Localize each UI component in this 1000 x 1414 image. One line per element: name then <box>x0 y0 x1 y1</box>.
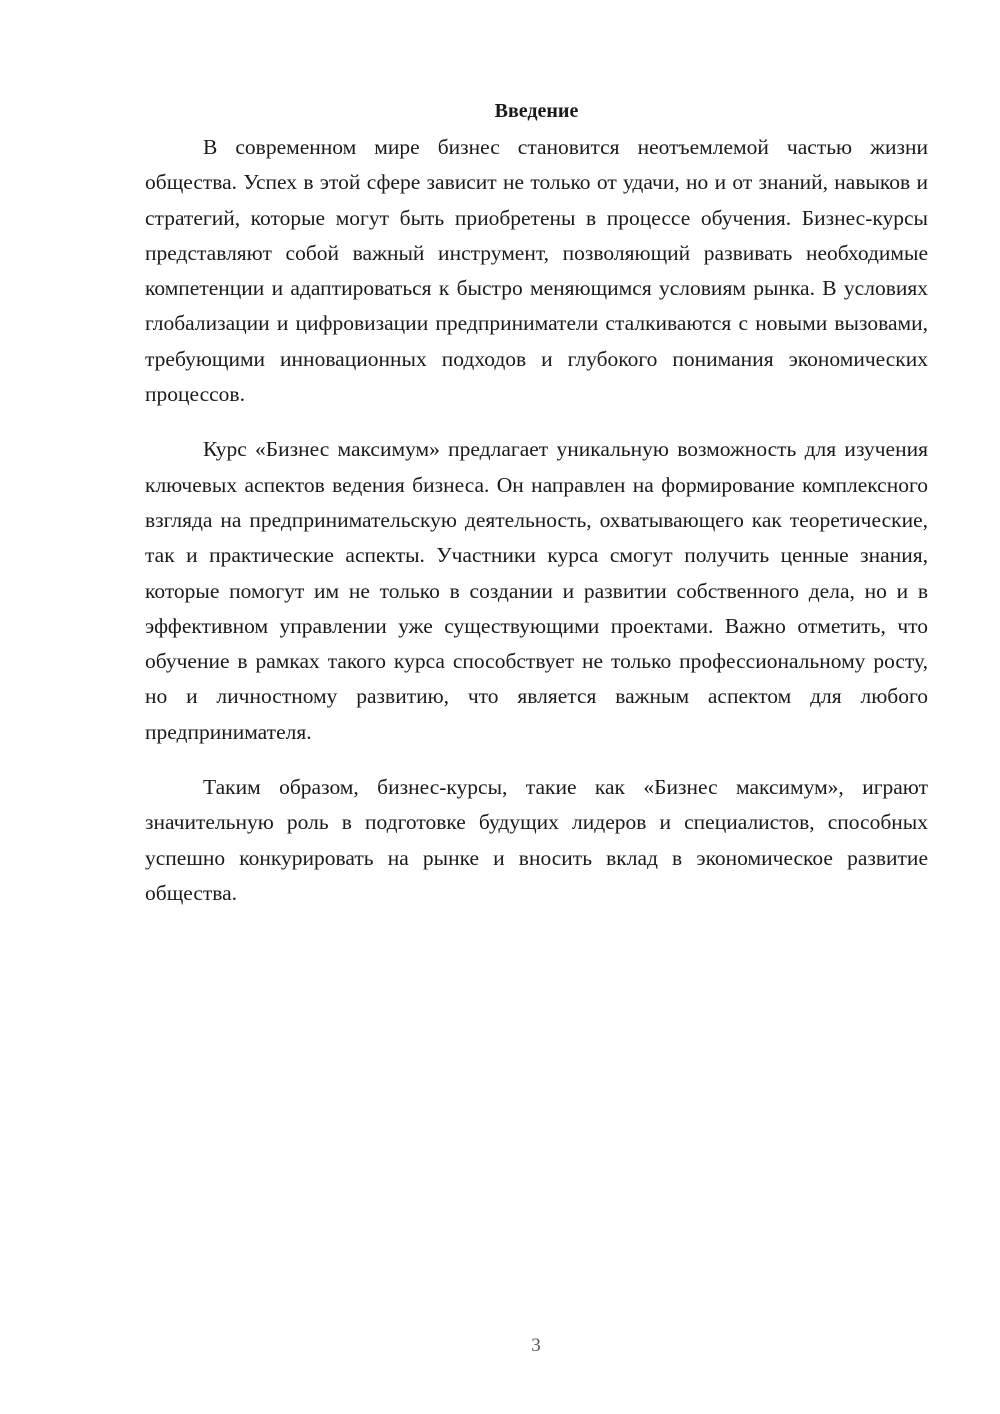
paragraph-1: В современном мире бизнес становится неотъемлемой частью жизни общества. Успех в этой сфере зависит не только от удачи, но и от знаний, навыков и стратегий, которые могут быть приобретены в процессе обучения. Бизнес-курсы представляют собой важный инструмент, позволяющий развивать необходимые компетенции и адаптироваться к быстро меняющимся условиям рынка. В условиях глобализации и цифровизации предприниматели сталкиваются с новыми вызовами, требующими инновационных подходов и глубокого понимания экономических процессов. <box>145 135 928 407</box>
paragraph-3: Таким образом, бизнес-курсы, такие как «Бизнес максимум», играют значительную роль в подготовке будущих лидеров и специалистов, способных успешно конкурировать на рынке и вносить вклад в экономическое развитие общества. <box>145 775 928 905</box>
paragraph-2: Курс «Бизнес максимум» предлагает уникальную возможность для изучения ключевых аспектов ведения бизнеса. Он направлен на формирование комплексного взгляда на предпринимательскую деятельность, охватывающего как теоретические, так и практические аспекты. Участники курса смогут получить ценные знания, которые помогут им не только в создании и развитии собственного дела, но и в эффективном управлении уже существующими проектами. Важно отметить, что обучение в рамках такого курса способствует не только профессиональному росту, но и личностному развитию, что является важным аспектом для любого предпринимателя. <box>145 437 928 744</box>
section-heading: Введение <box>494 100 579 122</box>
page-number: 3 <box>531 1335 541 1356</box>
page-content <box>145 96 928 931</box>
